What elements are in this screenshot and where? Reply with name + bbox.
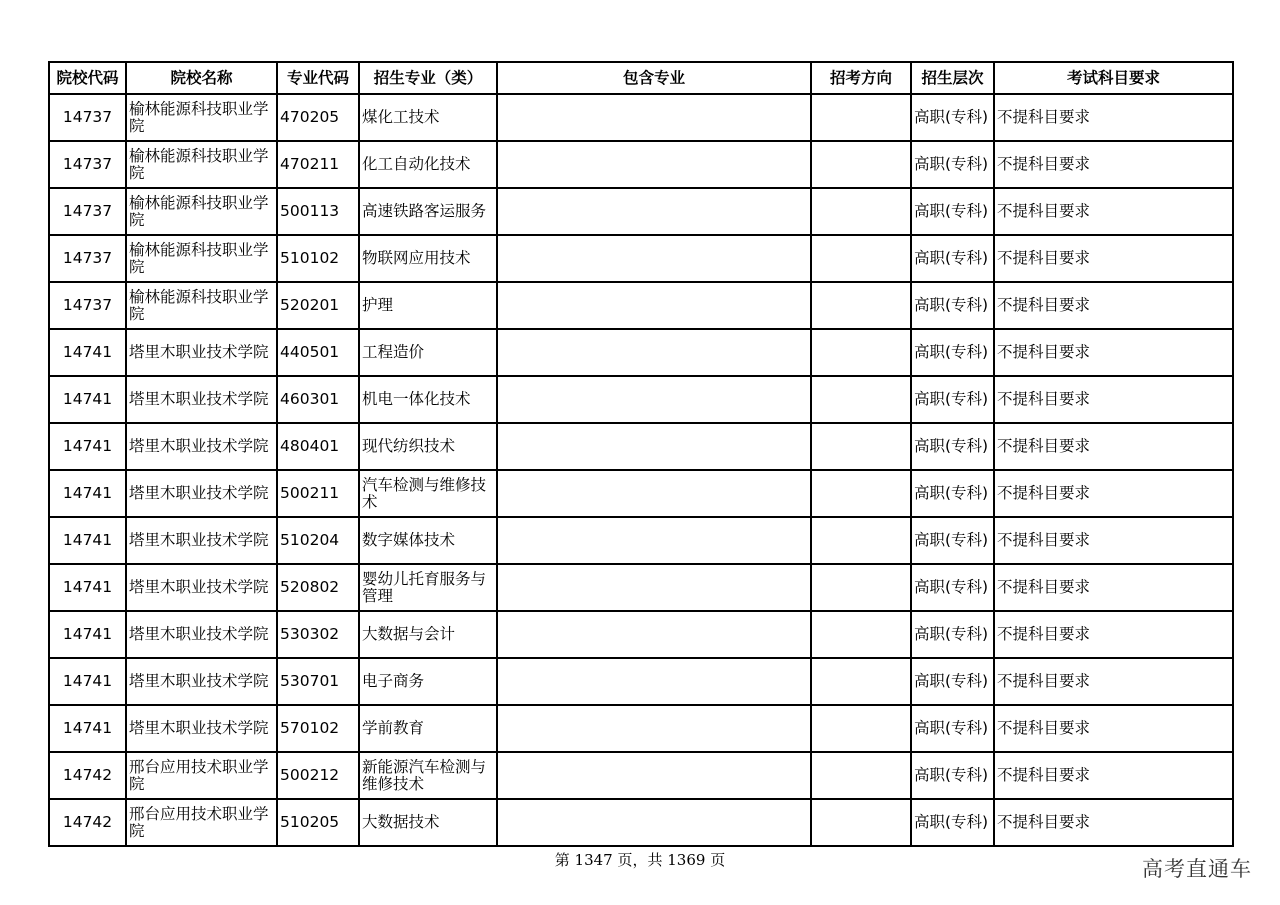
level-cell: 高职(专科) [911, 611, 994, 658]
enrollment-table [48, 61, 1234, 847]
direction-cell [811, 188, 911, 235]
requirement-cell: 不提科目要求 [994, 564, 1233, 611]
requirement-cell: 不提科目要求 [994, 752, 1233, 799]
direction-cell [811, 376, 911, 423]
table-row [49, 611, 1233, 658]
direction-cell [811, 282, 911, 329]
table-header-row [49, 62, 1233, 94]
direction-cell [811, 799, 911, 846]
includes-cell [497, 611, 811, 658]
school-name-cell: 邢台应用技术职业学院 [126, 799, 277, 846]
watermark-logo: 高考直通车 [1142, 857, 1252, 881]
level-cell: 高职(专科) [911, 141, 994, 188]
level-cell: 高职(专科) [911, 329, 994, 376]
level-cell: 高职(专科) [911, 799, 994, 846]
header-major-code: 专业代码 [277, 62, 359, 94]
school-code-cell: 14741 [49, 329, 126, 376]
school-name-cell: 塔里木职业技术学院 [126, 423, 277, 470]
level-cell: 高职(专科) [911, 705, 994, 752]
header-major: 招生专业（类） [359, 62, 497, 94]
school-code-cell: 14742 [49, 752, 126, 799]
major-code-cell: 520201 [277, 282, 359, 329]
school-code-cell: 14741 [49, 470, 126, 517]
major-code-cell: 470205 [277, 94, 359, 141]
major-code-cell: 500113 [277, 188, 359, 235]
major-cell: 物联网应用技术 [359, 235, 497, 282]
table-row [49, 282, 1233, 329]
includes-cell [497, 188, 811, 235]
school-code-cell: 14742 [49, 799, 126, 846]
level-cell: 高职(专科) [911, 517, 994, 564]
school-name-cell: 塔里木职业技术学院 [126, 705, 277, 752]
school-code-cell: 14737 [49, 141, 126, 188]
header-level: 招生层次 [911, 62, 994, 94]
includes-cell [497, 141, 811, 188]
table-row [49, 705, 1233, 752]
direction-cell [811, 705, 911, 752]
includes-cell [497, 658, 811, 705]
table-row [49, 141, 1233, 188]
school-code-cell: 14737 [49, 282, 126, 329]
includes-cell [497, 376, 811, 423]
major-code-cell: 500212 [277, 752, 359, 799]
includes-cell [497, 94, 811, 141]
includes-cell [497, 564, 811, 611]
direction-cell [811, 329, 911, 376]
header-school-name: 院校名称 [126, 62, 277, 94]
major-code-cell: 440501 [277, 329, 359, 376]
direction-cell [811, 658, 911, 705]
table-row [49, 376, 1233, 423]
school-name-cell: 榆林能源科技职业学院 [126, 188, 277, 235]
includes-cell [497, 752, 811, 799]
requirement-cell: 不提科目要求 [994, 799, 1233, 846]
direction-cell [811, 564, 911, 611]
requirement-cell: 不提科目要求 [994, 423, 1233, 470]
requirement-cell: 不提科目要求 [994, 141, 1233, 188]
major-cell: 机电一体化技术 [359, 376, 497, 423]
major-code-cell: 500211 [277, 470, 359, 517]
includes-cell [497, 282, 811, 329]
major-cell: 高速铁路客运服务 [359, 188, 497, 235]
level-cell: 高职(专科) [911, 188, 994, 235]
includes-cell [497, 235, 811, 282]
level-cell: 高职(专科) [911, 282, 994, 329]
header-requirement: 考试科目要求 [994, 62, 1233, 94]
school-code-cell: 14741 [49, 376, 126, 423]
major-code-cell: 460301 [277, 376, 359, 423]
school-code-cell: 14737 [49, 94, 126, 141]
includes-cell [497, 423, 811, 470]
header-direction: 招考方向 [811, 62, 911, 94]
includes-cell [497, 799, 811, 846]
level-cell: 高职(专科) [911, 658, 994, 705]
major-cell: 工程造价 [359, 329, 497, 376]
school-name-cell: 邢台应用技术职业学院 [126, 752, 277, 799]
header-includes: 包含专业 [497, 62, 811, 94]
major-code-cell: 510204 [277, 517, 359, 564]
major-cell: 现代纺织技术 [359, 423, 497, 470]
school-name-cell: 榆林能源科技职业学院 [126, 282, 277, 329]
major-code-cell: 510102 [277, 235, 359, 282]
school-code-cell: 14737 [49, 235, 126, 282]
includes-cell [497, 517, 811, 564]
table-row [49, 799, 1233, 846]
level-cell: 高职(专科) [911, 94, 994, 141]
major-cell: 护理 [359, 282, 497, 329]
school-code-cell: 14741 [49, 611, 126, 658]
requirement-cell: 不提科目要求 [994, 705, 1233, 752]
table-row [49, 235, 1233, 282]
header-school-code: 院校代码 [49, 62, 126, 94]
school-code-cell: 14737 [49, 188, 126, 235]
school-name-cell: 榆林能源科技职业学院 [126, 141, 277, 188]
school-name-cell: 塔里木职业技术学院 [126, 376, 277, 423]
includes-cell [497, 470, 811, 517]
school-name-cell: 塔里木职业技术学院 [126, 329, 277, 376]
table-row [49, 752, 1233, 799]
school-name-cell: 塔里木职业技术学院 [126, 517, 277, 564]
major-code-cell: 510205 [277, 799, 359, 846]
level-cell: 高职(专科) [911, 470, 994, 517]
direction-cell [811, 141, 911, 188]
requirement-cell: 不提科目要求 [994, 235, 1233, 282]
school-name-cell: 塔里木职业技术学院 [126, 470, 277, 517]
requirement-cell: 不提科目要求 [994, 611, 1233, 658]
major-cell: 数字媒体技术 [359, 517, 497, 564]
requirement-cell: 不提科目要求 [994, 658, 1233, 705]
major-code-cell: 470211 [277, 141, 359, 188]
direction-cell [811, 94, 911, 141]
requirement-cell: 不提科目要求 [994, 329, 1233, 376]
requirement-cell: 不提科目要求 [994, 517, 1233, 564]
school-name-cell: 塔里木职业技术学院 [126, 658, 277, 705]
major-cell: 大数据与会计 [359, 611, 497, 658]
table-row [49, 517, 1233, 564]
direction-cell [811, 235, 911, 282]
table-row [49, 470, 1233, 517]
table-row [49, 188, 1233, 235]
requirement-cell: 不提科目要求 [994, 282, 1233, 329]
page-footer: 第 1347 页，共 1369 页 [554, 851, 726, 869]
table-row [49, 329, 1233, 376]
includes-cell [497, 705, 811, 752]
direction-cell [811, 752, 911, 799]
major-code-cell: 530302 [277, 611, 359, 658]
school-code-cell: 14741 [49, 423, 126, 470]
school-name-cell: 塔里木职业技术学院 [126, 611, 277, 658]
major-cell: 化工自动化技术 [359, 141, 497, 188]
school-code-cell: 14741 [49, 517, 126, 564]
includes-cell [497, 329, 811, 376]
level-cell: 高职(专科) [911, 235, 994, 282]
table-row [49, 564, 1233, 611]
major-cell: 电子商务 [359, 658, 497, 705]
major-cell: 煤化工技术 [359, 94, 497, 141]
school-name-cell: 塔里木职业技术学院 [126, 564, 277, 611]
school-code-cell: 14741 [49, 705, 126, 752]
direction-cell [811, 517, 911, 564]
major-cell: 学前教育 [359, 705, 497, 752]
table-row [49, 658, 1233, 705]
level-cell: 高职(专科) [911, 564, 994, 611]
major-cell: 汽车检测与维修技术 [359, 470, 497, 517]
requirement-cell: 不提科目要求 [994, 94, 1233, 141]
major-cell: 新能源汽车检测与维修技术 [359, 752, 497, 799]
major-cell: 婴幼儿托育服务与管理 [359, 564, 497, 611]
major-code-cell: 530701 [277, 658, 359, 705]
requirement-cell: 不提科目要求 [994, 470, 1233, 517]
major-code-cell: 570102 [277, 705, 359, 752]
school-name-cell: 榆林能源科技职业学院 [126, 235, 277, 282]
requirement-cell: 不提科目要求 [994, 188, 1233, 235]
major-code-cell: 520802 [277, 564, 359, 611]
level-cell: 高职(专科) [911, 752, 994, 799]
table-row [49, 94, 1233, 141]
school-code-cell: 14741 [49, 564, 126, 611]
table-row [49, 423, 1233, 470]
school-name-cell: 榆林能源科技职业学院 [126, 94, 277, 141]
major-cell: 大数据技术 [359, 799, 497, 846]
major-code-cell: 480401 [277, 423, 359, 470]
requirement-cell: 不提科目要求 [994, 376, 1233, 423]
level-cell: 高职(专科) [911, 423, 994, 470]
school-code-cell: 14741 [49, 658, 126, 705]
direction-cell [811, 423, 911, 470]
direction-cell [811, 611, 911, 658]
direction-cell [811, 470, 911, 517]
level-cell: 高职(专科) [911, 376, 994, 423]
